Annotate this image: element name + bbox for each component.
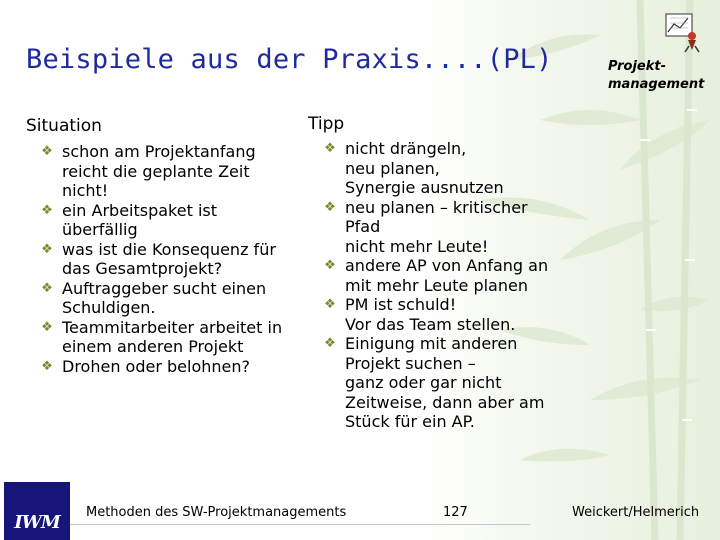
situation-item (41, 142, 292, 201)
diamond-bullet-icon: ❖ (41, 358, 53, 374)
tipp-item-line: Synergie ausnutzen (345, 178, 504, 197)
diamond-bullet-icon: ❖ (324, 141, 336, 156)
diamond-bullet-icon: ❖ (324, 336, 336, 351)
tipp-item-line: neu planen, (345, 158, 440, 178)
iwm-logo (4, 482, 70, 540)
situation-item (41, 278, 292, 318)
diamond-bullet-icon: ❖ (324, 258, 336, 273)
tipp-item-line: Projekt suchen – (345, 353, 476, 373)
logo-label-line1: Projekt- (608, 59, 666, 74)
tipp-item-line: ganz oder gar nicht (345, 373, 502, 392)
tipp-item-line: mit mehr Leute planen (345, 275, 528, 295)
footer-author: Weickert/Helmerich (572, 505, 700, 520)
tipp-item-line: nicht mehr Leute! (345, 236, 489, 256)
diamond-bullet-icon: ❖ (324, 199, 336, 215)
tipp-item-line: Zeitweise, dann aber am (345, 392, 545, 412)
situation-item-text: Teammitarbeiter arbeitet in einem anderen Projekt (62, 317, 283, 356)
tipp-item-line: Einigung mit anderen (345, 334, 518, 353)
tipp-item-line: PM ist schuld! (345, 295, 457, 314)
situation-list (41, 142, 292, 376)
tipp-item-line: Stück für ein AP. (345, 412, 475, 431)
situation-item (41, 317, 292, 357)
diamond-bullet-icon: ❖ (41, 202, 53, 218)
tipp-item (324, 295, 565, 334)
situation-item (41, 239, 292, 279)
situation-item-text: Auftraggeber sucht einen Schuldigen. (62, 278, 267, 317)
footer-divider (70, 524, 530, 525)
tipp-heading: Tipp (308, 114, 345, 134)
figure-with-chart-icon (658, 10, 706, 54)
page-number: 127 (443, 505, 468, 520)
tipp-item-line: andere AP von Anfang an (345, 256, 549, 275)
diamond-bullet-icon: ❖ (324, 297, 336, 312)
tipp-item-line: Pfad (345, 217, 381, 236)
diamond-bullet-icon: ❖ (41, 319, 53, 335)
diamond-bullet-icon: ❖ (41, 241, 53, 257)
footer-course: Methoden des SW-Projektmanagements (86, 505, 347, 520)
tipp-item (324, 256, 565, 295)
situation-item-text: ein Arbeitspaket ist überfällig (62, 200, 218, 239)
situation-item-text: schon am Projektanfang reicht die geplante Zeit nicht! (62, 142, 256, 200)
tipp-item (324, 197, 565, 257)
tipp-list (324, 139, 565, 432)
tipp-item-line: neu planen – kritischer (345, 197, 528, 217)
situation-item-text: was ist die Konsequenz für das Gesamtprojekt? (62, 239, 276, 278)
projektmanagement-logo (602, 10, 712, 100)
slide-title: Beispiele aus der Praxis....(PL) (26, 44, 553, 75)
logo-label-line2: management (608, 77, 705, 92)
tipp-item (324, 139, 565, 198)
situation-item (41, 200, 292, 240)
tipp-item (324, 334, 565, 432)
situation-heading: Situation (26, 116, 102, 136)
tipp-item-line: Vor das Team stellen. (345, 314, 516, 334)
tipp-item-line: nicht drängeln, (345, 139, 467, 158)
iwm-logo-text: IWM (14, 512, 60, 533)
diamond-bullet-icon: ❖ (41, 144, 53, 159)
situation-item-text: Drohen oder belohnen? (62, 356, 250, 376)
diamond-bullet-icon: ❖ (41, 280, 53, 296)
situation-item (41, 356, 292, 377)
